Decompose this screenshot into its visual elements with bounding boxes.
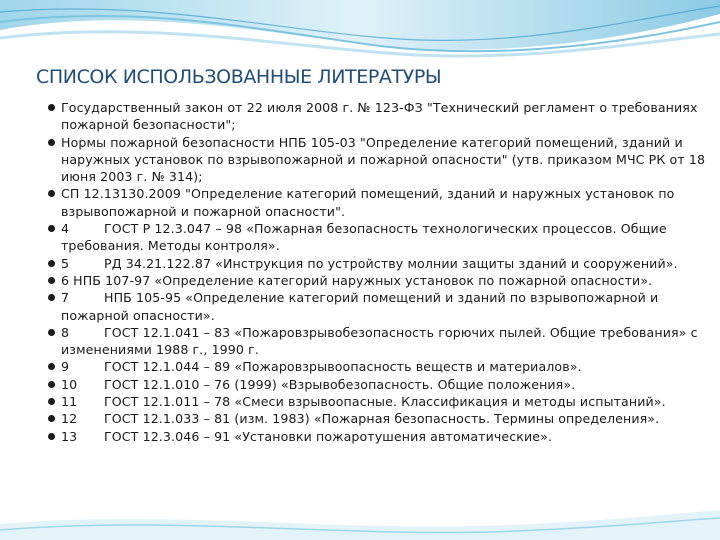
item-number: 11: [61, 394, 78, 410]
list-item: [48, 376, 708, 393]
item-number: 6: [61, 272, 70, 288]
item-text: НПБ 107-97 «Определение категорий наружных установок по пожарной опасности».: [73, 272, 653, 288]
bullet-icon: [48, 433, 55, 440]
bullet-icon: [48, 104, 55, 111]
bullet-icon: [48, 329, 55, 336]
item-text: ГОСТ Р 12.3.047 – 98 «Пожарная безопасность технологических процессов. Общие требования. Методы контроля».: [61, 221, 667, 254]
item-text: Государственный закон от 22 июля 2008 г. № 123-ФЗ "Технический регламент о требованиях пожарной безопасности";: [61, 100, 698, 133]
item-number: 10: [61, 376, 78, 392]
page-title: СПИСОК ИСПОЛЬЗОВАННЫЕ ЛИТЕРАТУРЫ: [36, 66, 442, 88]
item-text: ГОСТ 12.1.011 – 78 «Смеси взрывоопасные. Классификация и методы испытаний».: [104, 394, 666, 410]
bullet-icon: [48, 294, 55, 301]
bullet-icon: [48, 363, 55, 370]
list-item: [48, 358, 708, 375]
list-item: [48, 255, 708, 272]
bullet-icon: [48, 139, 55, 146]
bullet-icon: [48, 415, 55, 422]
reference-list: [48, 99, 708, 445]
item-text: СП 12.13130.2009 "Определение категорий помещений, зданий и наружных установок по взрывопожарной и пожарной опасности".: [61, 186, 675, 219]
item-number: 4: [61, 221, 70, 237]
list-item: [48, 185, 708, 220]
list-item: [48, 428, 708, 445]
list-item: [48, 272, 708, 289]
item-text: ГОСТ 12.1.044 – 89 «Пожаровзрывоопасность веществ и материалов».: [104, 359, 582, 375]
item-number: 12: [61, 411, 78, 427]
list-item: [48, 134, 708, 186]
item-text: ГОСТ 12.1.033 – 81 (изм. 1983) «Пожарная безопасность. Термины определения».: [104, 411, 660, 427]
item-number: 8: [61, 324, 70, 340]
bullet-icon: [48, 381, 55, 388]
bullet-icon: [48, 260, 55, 267]
list-item: [48, 324, 708, 359]
item-text: НПБ 105-95 «Определение категорий помещений и зданий по взрывопожарной и пожарной опасности».: [61, 290, 659, 323]
bullet-icon: [48, 277, 55, 284]
footer-wave-decoration: [0, 480, 720, 540]
list-item: [48, 289, 708, 324]
item-text: ГОСТ 12.3.046 – 91 «Установки пожаротушения автоматические».: [104, 428, 553, 444]
item-number: 13: [61, 428, 78, 444]
item-number: 9: [61, 359, 70, 375]
list-item: [48, 410, 708, 427]
list-item: [48, 393, 708, 410]
item-text: ГОСТ 12.1.010 – 76 (1999) «Взрывобезопасность. Общие положения».: [104, 376, 576, 392]
item-text: РД 34.21.122.87 «Инструкция по устройству молнии защиты зданий и сооружений».: [104, 255, 678, 271]
item-number: 5: [61, 255, 70, 271]
list-item: [48, 99, 708, 134]
list-item: [48, 220, 708, 255]
bullet-icon: [48, 398, 55, 405]
item-text: ГОСТ 12.1.041 – 83 «Пожаровзрывобезопасность горючих пылей. Общие требования» с изменениями 1988 г., 1990 г.: [61, 324, 698, 358]
item-number: 7: [61, 290, 70, 306]
header-wave-decoration: [0, 0, 720, 70]
item-text: Нормы пожарной безопасности НПБ 105-03 "Определение категорий помещений, зданий и наружных установок по взрывопожарной и пожарной опасности" (утв. приказом МЧС РК от 18 июня 2003 г. № 314);: [61, 134, 706, 185]
bullet-icon: [48, 190, 55, 197]
bullet-icon: [48, 225, 55, 232]
